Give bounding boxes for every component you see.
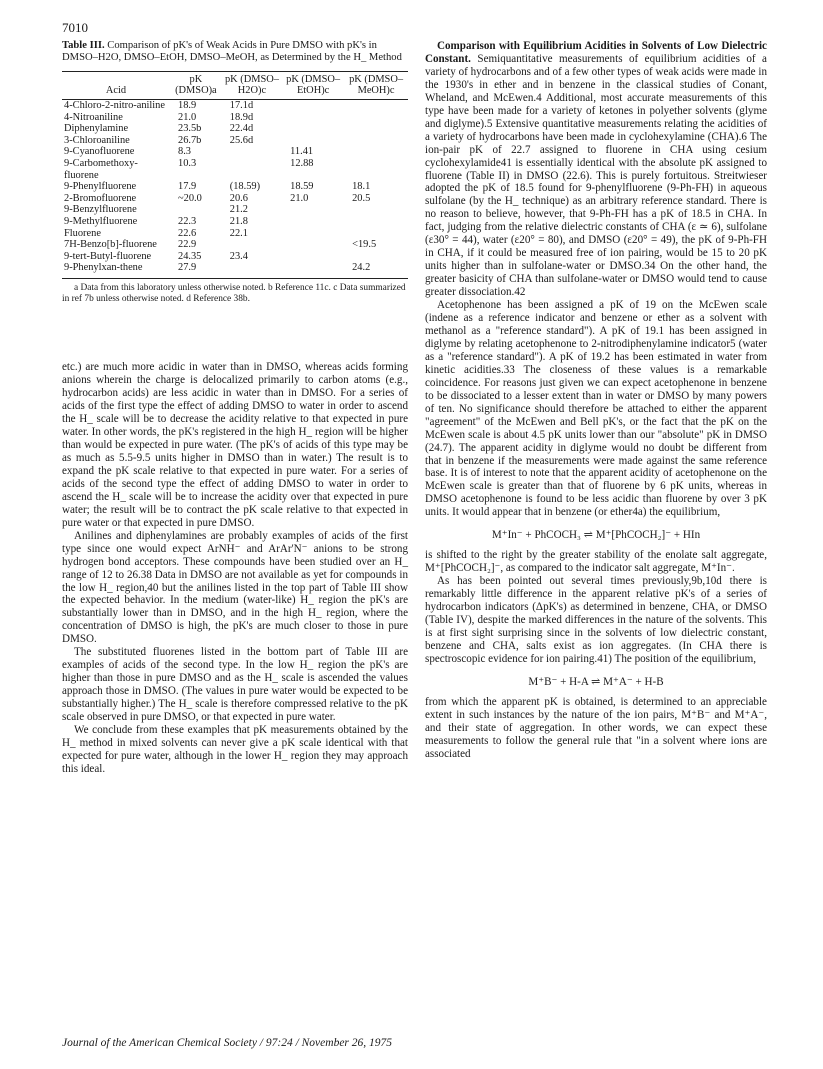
pk-value-cell — [222, 146, 282, 158]
pk-comparison-table — [62, 71, 408, 279]
pk-value-cell: 21.2 — [229, 204, 248, 216]
table-row — [62, 135, 408, 147]
paragraph: Anilines and diphenylamines are probably examples of acids of the first type since one would expect ArNH⁻ and ArAr'N⁻ anions to be strong hydrogen bond acceptors. These compounds have been studied over an H_ range of 12 to 26.38 Data in DMSO are not available as yet for compounds in the low H_ region,40 but the anilines listed in the top part of Table III show the expected behavior. In the medium (water-like) H_ region the pK's are substantially lower than in DMSO, and in the high H_ region, where the concentration of DMSO is high, the pK's are much closer to those in pure DMSO. — [62, 529, 408, 646]
pk-value-cell — [170, 204, 222, 216]
pk-value-cell: 22.3 — [178, 215, 197, 227]
table-row — [62, 158, 408, 181]
table-row — [62, 204, 408, 216]
pk-value-cell — [282, 100, 344, 112]
equation: M⁺B⁻ + H-A ⇌ M⁺A⁻ + H-B — [528, 675, 664, 688]
pk-value-cell — [344, 123, 408, 135]
acid-name-cell: 4-Chloro-2-nitro-aniline — [64, 100, 165, 111]
left-body-text — [62, 361, 408, 776]
pk-value-cell: 18.1 — [352, 181, 371, 193]
pk-value-cell: 10.3 — [178, 157, 197, 169]
pk-value-cell: 18.9d — [229, 111, 254, 123]
pk-value-cell — [344, 204, 408, 216]
pk-value-cell — [344, 228, 408, 240]
pk-value-cell: 17.1d — [229, 100, 254, 111]
pk-value-cell: 24.2 — [344, 262, 408, 278]
pk-value-cell: 21.0 — [290, 192, 309, 204]
acid-name-cell: Fluorene — [64, 227, 101, 239]
table-caption — [62, 40, 408, 65]
table-header-dmso-etoh: pK (DMSO–EtOH)c — [282, 74, 344, 100]
left-column — [62, 40, 408, 776]
table-caption-text: Comparison of pK's of Weak Acids in Pure DMSO with pK's in DMSO–H2O, DMSO–EtOH, DMSO–MeOH, as Determined by the H_ Method — [62, 40, 402, 64]
pk-value-cell: 23.4 — [229, 250, 248, 262]
paragraph: is shifted to the right by the greater stability of the enolate salt aggregate, M⁺[PhCOCH₂]⁻, as compared to the indicator salt aggregate, M⁺In⁻. — [425, 549, 767, 575]
right-column — [425, 40, 767, 761]
pk-value-cell — [282, 251, 344, 263]
paragraph: As has been pointed out several times previously,9b,10d there is remarkably little difference in the apparent relative pK's of a series of hydrocarbon indicators (ΔpK's) as determined in benzene, CHA, or DMSO (Table IV), despite the marked differences in the nature of the solvents. This is at first sight surprising since in the solvents of low dielectric constant, benzene and CHA, salts exist as ion aggregates. (In CHA there is spectroscopic evidence for ion pairing.41) The position of the equilibrium, — [425, 575, 767, 665]
pk-value-cell — [282, 112, 344, 124]
pk-value-cell: <19.5 — [352, 239, 377, 251]
equation: M⁺In⁻ + PhCOCH₃ ⇌ M⁺[PhCOCH₂]⁻ + HIn — [491, 529, 701, 542]
pk-value-cell: 25.6d — [229, 134, 254, 146]
acid-name-cell: 9-Carbomethoxy-fluorene — [64, 157, 138, 181]
paragraph: from which the apparent pK is obtained, is determined to an appreciable extent in such instances by the nature of the ion pairs, M⁺B⁻ and M⁺A⁻, and their state of aggregation. In other words, we can expect these measurements to follow the general rule that "in a solvent where ions are associated — [425, 695, 767, 760]
pk-value-cell — [344, 146, 408, 158]
paragraph: The substituted fluorenes listed in the bottom part of Table III are examples of acids of the second type. In the low H_ region the pK's are higher than those in pure DMSO and as the H_ scale is ascended the values approach those in DMSO. (The values in pure water would be expected to be substantially higher.) The H_ scale is therefore compressed relative to the pK scale observed in pure DMSO, or that expected in pure water. — [62, 646, 408, 724]
acid-name-cell: 9-tert-Butyl-fluorene — [64, 250, 152, 262]
table-row — [62, 228, 408, 240]
table-body — [62, 100, 408, 279]
pk-value-cell: 26.7b — [178, 134, 202, 146]
table-row — [62, 112, 408, 124]
acid-name-cell: 9-Phenylxan-thene — [62, 262, 170, 278]
acid-name-cell: 9-Methylfluorene — [64, 215, 138, 227]
pk-value-cell: (18.59) — [229, 181, 261, 193]
pk-value-cell: 12.88 — [290, 157, 314, 169]
pk-value-cell: ~20.0 — [178, 192, 202, 204]
acid-name-cell: 9-Phenylfluorene — [64, 181, 137, 193]
pk-value-cell — [282, 204, 344, 216]
pk-value-cell: 20.6 — [229, 192, 248, 204]
pk-value-cell: 18.9 — [178, 100, 197, 111]
pk-value-cell: 11.41 — [290, 146, 314, 158]
acid-name-cell: 4-Nitroaniline — [64, 111, 123, 123]
paragraph: Acetophenone has been assigned a pK of 19 on the McEwen scale (indene as a reference indicator and benzene or ether as a solvent with methanol as a "reference standard"). A pK of 19.1 has been assigned in diglyme by relating acetophenone to 2-nitrodiphenylamine indicator5 (water as a "reference standard"). A pK of 19.2 has been estimated in water from kinetic acidities.33 The closeness of these values is a remarkable coincidence. For reasons just given we can expect acetophenone in benzene to be dissociated to a lesser extent than in water or DMSO by many powers of ten. No significance should therefore be attached to either the apparent "agreement" of the McEwen and Bell pK's, or the fact that the pK on the McEwen scale is about 4.5 pK units lower than our "absolute" pK in DMSO (24.7). The apparent acidity in diglyme would no doubt be different from that in benzene if the measurements were made against the same reference base. It is of interest to note that the apparent acidity of acetophenone on the McEwen scale is greater than that of fluorene by 6 pK units, whereas in DMSO acetophenone is found to be less acidic than fluorene by over 3 pK units. It would appear that in benzene (or ether4a) the equilibrium, — [425, 299, 767, 519]
table-header-dmso-meoh: pK (DMSO–MeOH)c — [344, 74, 408, 100]
pk-value-cell — [344, 135, 408, 147]
acid-name-cell: 9-Cyanofluorene — [64, 146, 135, 158]
table-row — [62, 251, 408, 263]
table-row — [62, 123, 408, 135]
journal-footer: Journal of the American Chemical Society / 97:24 / November 26, 1975 — [62, 1037, 393, 1049]
pk-value-cell: 21.8 — [229, 215, 248, 227]
pk-value-cell — [222, 239, 282, 251]
pk-value-cell: 27.9 — [170, 262, 222, 278]
table-row — [62, 100, 408, 112]
table-footnotes: a Data from this laboratory unless otherwise noted. b Reference 11c. c Data summarized in ref 7b unless otherwise noted. d Reference 38b. — [62, 282, 406, 305]
pk-value-cell — [282, 228, 344, 240]
pk-value-cell: 17.9 — [178, 181, 197, 193]
table-header-acid: Acid — [62, 74, 170, 100]
page-number: 7010 — [62, 20, 88, 35]
pk-value-cell — [222, 158, 282, 181]
pk-value-cell — [344, 251, 408, 263]
pk-value-cell: 8.3 — [178, 146, 191, 158]
pk-value-cell: 22.1 — [229, 227, 248, 239]
table-row — [62, 239, 408, 251]
table-caption-label: Table III. — [62, 40, 105, 51]
paragraph: We conclude from these examples that pK measurements obtained by the H_ method in mixed solvents can never give a pK scale identical with that expected for pure water, although in the lower H_ region they may approach this ideal. — [62, 724, 408, 775]
paragraph-text: Semiquantitative measurements of equilibrium acidities of a variety of hydrocarbons and of a few other types of weak acids were made in the 1930's in ether and in benzene in the classical studies of Conant, Wheland, and McEwen.4 Additional, most accurate measurements of this type have been made for a variety of ketones in polyether solvents (glyme and diglyme).5 Extensive quantitative measurements relating the acidities of a variety of hydrocarbons have been made in cyclohexylamine (CHA).6 The ion-pair pK of 22.7 assigned to fluorene in CHA using cesium cyclohexylamide41 is essentially identical with the absolute pK assigned to fluorene (Table II) in DMSO (22.6). This is purely fortuitous. Streitwieser adopted the pK of 18.5 found for 9-phenylfluorene (9-Ph-FH) in aqueous sulfolane (by the H_ technique) as an arbitrary reference standard. There is no reason to believe, however, that 9-Ph-FH has a pK of 18.5 in CHA. In fact, judging from the relative dielectric constants of CHA (ε ≃ 6), sulfolane (ε30° = 44), water (ε20° = 80), and DMSO (ε20° = 49), the pK of 9-Ph-FH in CHA, if it could be measured free of ion pairing, would be 15 to 20 pK units higher than in sulfolane-water or DMSO.34 On the other hand, the greater basicity of CHA than sulfolane-water or DMSO would tend to cause greater dissociation.42 — [425, 52, 767, 299]
table-row — [62, 216, 408, 228]
pk-value-cell — [282, 262, 344, 278]
table-row — [62, 262, 408, 278]
table-row — [62, 193, 408, 205]
table-row — [62, 181, 408, 193]
acid-name-cell: 7H-Benzo[b]-fluorene — [64, 239, 157, 251]
pk-value-cell: 22.9 — [178, 239, 197, 251]
pk-value-cell: 21.0 — [178, 111, 197, 123]
pk-value-cell — [282, 123, 344, 135]
pk-value-cell — [344, 100, 408, 112]
pk-value-cell: 18.59 — [290, 181, 314, 193]
pk-value-cell: 20.5 — [352, 192, 371, 204]
section-heading: Comparison with Equilibrium Acidities in Solvents of Low Dielectric Constant. — [425, 40, 767, 65]
acid-name-cell: Diphenylamine — [64, 123, 129, 135]
pk-value-cell — [222, 262, 282, 278]
pk-value-cell — [344, 216, 408, 228]
pk-value-cell — [344, 112, 408, 124]
pk-value-cell: 22.4d — [229, 123, 254, 135]
paragraph — [425, 40, 767, 299]
pk-value-cell: 23.5b — [178, 123, 202, 135]
acid-name-cell: 2-Bromofluorene — [64, 192, 137, 204]
pk-value-cell — [344, 158, 408, 181]
pk-value-cell: 22.6 — [178, 227, 197, 239]
acid-name-cell: 3-Chloroaniline — [64, 134, 130, 146]
pk-value-cell — [282, 216, 344, 228]
paragraph: etc.) are much more acidic in water than in DMSO, whereas acids forming anions wherein the charge is delocalized primarily to carbon atoms (e.g., hydrocarbon acids) are less acidic in water than in DMSO. For a series of acids of the first type the effect of adding DMSO to water in order to ascend the H_ scale will be to decrease the acidity relative to that expected in pure water. In other words, the pK's registered in the high H_ region will be higher than would be expected in pure water. (The pK's of acids of this type may be as much as 5.5-9.5 units higher in DMSO than in water.) The result is to expand the pK scale relative to that expected in pure water. For a series of acids of the second type the effect of adding DMSO to water in order to ascend the H_ scale will be to increase the acidity over that expected in pure water; the result will be to contract the pK scale relative to that expected in pure water or that expected in pure DMSO. — [62, 361, 408, 529]
table-header-dmso-water: pK (DMSO–H2O)c — [222, 74, 282, 100]
table-row — [62, 146, 408, 158]
pk-value-cell — [282, 239, 344, 251]
acid-name-cell: 9-Benzylfluorene — [64, 204, 137, 216]
pk-value-cell: 24.35 — [178, 250, 202, 262]
table-header-dmso: pK (DMSO)a — [170, 74, 222, 100]
pk-value-cell — [282, 135, 344, 147]
